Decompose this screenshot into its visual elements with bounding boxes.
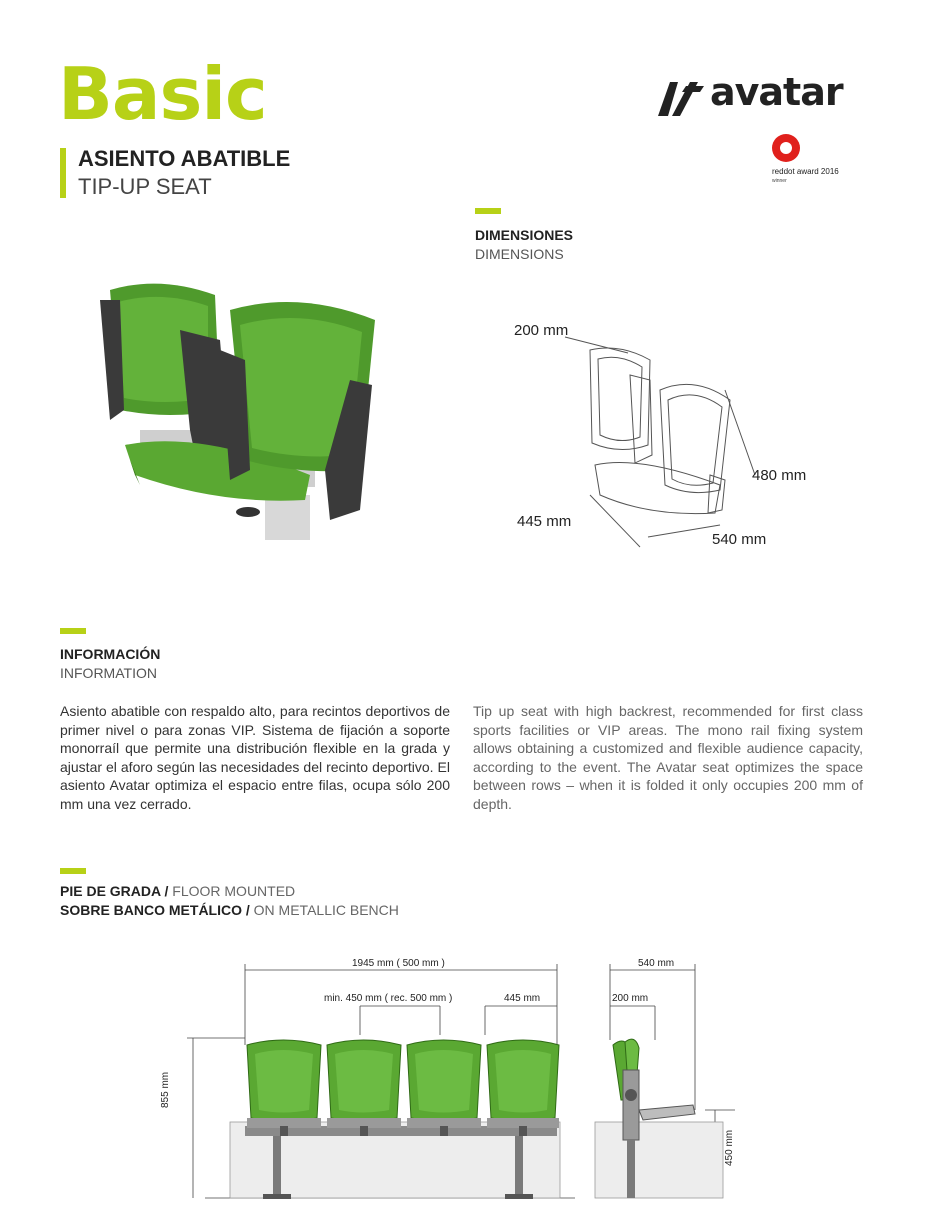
dimensions-heading-en: DIMENSIONS xyxy=(475,246,564,262)
award-winner: winner xyxy=(772,178,787,184)
info-text-en: Tip up seat with high backrest, recommended for first class sports facilities or VIP areas. The mono rail fixing system allows obtaining a customized and flexible audience capacity, according to the event. The Avatar seat optimizes the space between rows – when it is folded it only occupies 200 mm of depth. xyxy=(473,703,863,812)
mounting-accent xyxy=(60,868,86,874)
reddot-icon xyxy=(770,132,802,164)
dimensions-accent xyxy=(475,208,501,214)
dim-540: 540 mm xyxy=(712,531,767,548)
dim-total-width: 1945 mm ( 500 mm ) xyxy=(352,958,445,969)
mounting-line2 xyxy=(60,902,399,918)
dim-seat-depth: 445 mm xyxy=(504,993,541,1004)
dimensions-heading-es: DIMENSIONES xyxy=(475,227,574,243)
dim-side-folded: 200 mm xyxy=(612,993,649,1004)
reddot-award xyxy=(770,132,860,188)
subtitle-es: ASIENTO ABATIBLE xyxy=(78,146,291,171)
logo-mark-icon xyxy=(656,76,706,120)
title-accent-bar xyxy=(60,148,66,198)
front-elevation-drawing xyxy=(175,950,575,1200)
mounting-line2-light: ON METALLIC BENCH xyxy=(253,902,399,918)
avatar-logo xyxy=(656,72,866,122)
dim-445: 445 mm xyxy=(517,513,572,530)
dim-480: 480 mm xyxy=(752,467,807,484)
info-heading-es: INFORMACIÓN xyxy=(60,646,161,662)
mounting-line1-bold: PIE DE GRADA / xyxy=(60,883,169,899)
page-title: Basic xyxy=(58,52,267,136)
mounting-line1-light: FLOOR MOUNTED xyxy=(172,883,296,899)
info-accent xyxy=(60,628,86,634)
subtitle-en: TIP-UP SEAT xyxy=(78,174,212,199)
dim-height: 855 mm xyxy=(160,1071,171,1108)
info-text-es: Asiento abatible con respaldo alto, para recintos deportivos de primer nivel o para zonas VIP. Sistema de fijación a soporte monorraíl que permite una distribución flexible en la grada y ajustar el aforo según las necesidades del recinto deportivo. El asiento Avatar optimiza el espacio entre filas, ocupa sólo 200 mm una vez cerrado. xyxy=(60,703,450,812)
side-elevation-drawing xyxy=(585,950,745,1200)
product-photo xyxy=(80,270,400,550)
award-text: reddot award 2016 xyxy=(772,167,839,176)
brand-name: avatar xyxy=(710,70,843,114)
dim-side-depth: 540 mm xyxy=(638,958,675,969)
info-heading-en: INFORMATION xyxy=(60,665,157,681)
mounting-line2-bold: SOBRE BANCO METÁLICO / xyxy=(60,902,250,918)
mounting-line1 xyxy=(60,883,295,899)
dim-side-height: 450 mm xyxy=(724,1129,735,1166)
dim-200: 200 mm xyxy=(514,322,569,339)
dim-spacing: min. 450 mm ( rec. 500 mm ) xyxy=(324,993,453,1004)
